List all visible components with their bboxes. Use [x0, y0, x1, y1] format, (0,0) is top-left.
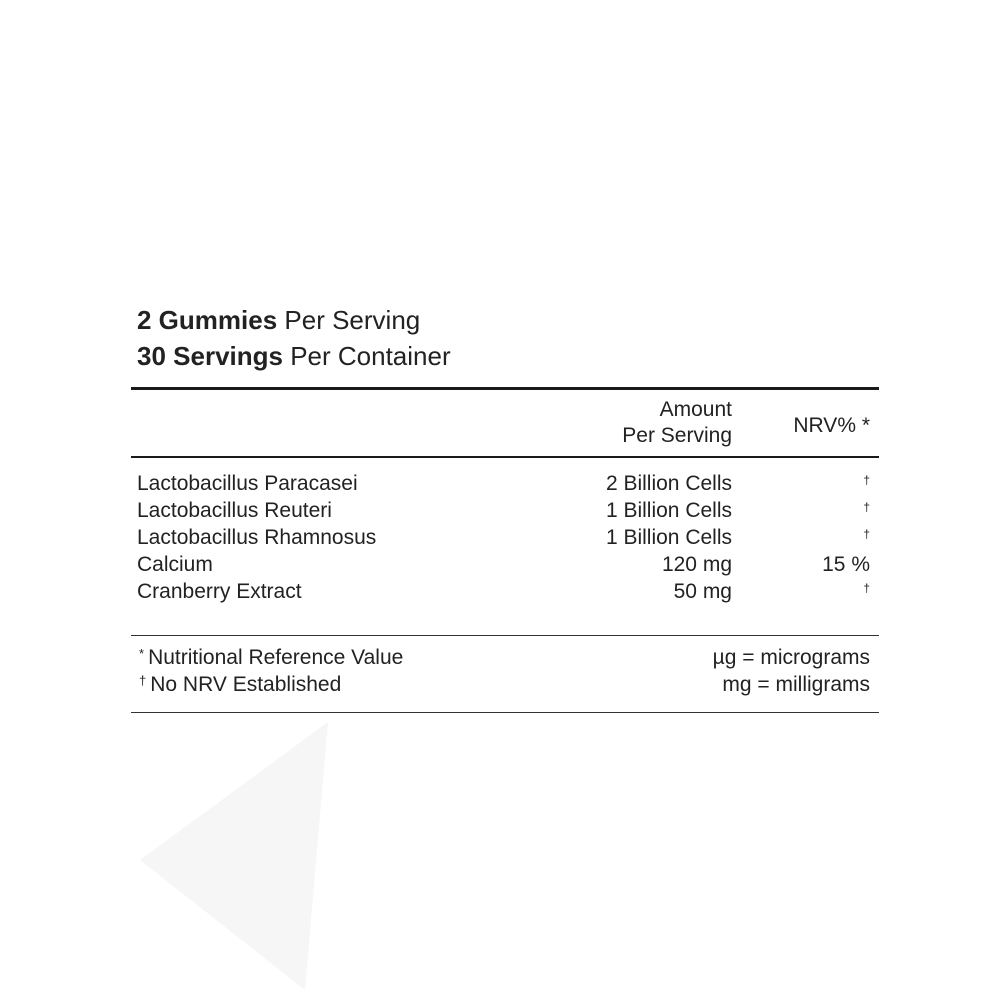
nutrient-amount: 1 Billion Cells: [605, 526, 732, 549]
nutrient-nrv: †: [863, 500, 870, 514]
nutrient-list: [131, 458, 879, 635]
footnote-bottom-rule: [131, 712, 879, 713]
nutrient-name: Lactobacillus Reuteri: [137, 499, 332, 522]
footnote-nrv-text: Nutritional Reference Value: [148, 646, 404, 669]
nutrient-row: [131, 524, 879, 551]
footnote-row: [131, 644, 879, 671]
footnotes: [131, 644, 879, 712]
nrv-column-header: NRV% *: [793, 414, 870, 437]
nutrient-row: [131, 551, 879, 578]
nutrient-amount: 2 Billion Cells: [605, 472, 732, 495]
milligram-definition: mg = milligrams: [722, 673, 870, 696]
table-header: [131, 390, 879, 456]
amount-column-header: [622, 397, 732, 449]
amount-header-line2: Per Serving: [622, 424, 732, 447]
servings-per-container: [137, 338, 879, 374]
microgram-definition: µg = micrograms: [712, 646, 870, 669]
nutrient-name: Lactobacillus Rhamnosus: [137, 526, 377, 549]
dagger-symbol: †: [139, 673, 147, 688]
nutrient-name: Cranberry Extract: [137, 580, 302, 603]
nutrient-name: Lactobacillus Paracasei: [137, 472, 358, 495]
nutrient-nrv: †: [863, 581, 870, 595]
nutrient-row: [131, 578, 879, 605]
amount-header-line1: Amount: [659, 398, 732, 421]
nutrient-nrv: †: [863, 527, 870, 541]
nutrient-amount: 1 Billion Cells: [605, 499, 732, 522]
footnote-top-rule: [131, 635, 879, 636]
footnote-nrv: [139, 644, 403, 671]
nutrient-nrv: †: [863, 473, 870, 487]
footnote-row: [131, 671, 879, 698]
nutrient-name: Calcium: [137, 553, 213, 576]
nutrient-nrv: 15 %: [822, 553, 870, 576]
asterisk-symbol: *: [139, 646, 145, 661]
serving-size-value: 2 Gummies: [137, 305, 278, 335]
nutrient-row: [131, 470, 879, 497]
footnote-no-nrv: [139, 671, 341, 698]
nutrient-row: [131, 497, 879, 524]
serving-size: [137, 302, 879, 338]
footnote-no-nrv-text: No NRV Established: [150, 673, 342, 696]
servings-per-container-label: Per Container: [282, 341, 451, 371]
nutrient-amount: 120 mg: [661, 553, 732, 576]
nutrition-facts-panel: [131, 302, 879, 713]
nutrient-amount: 50 mg: [673, 580, 732, 603]
servings-per-container-value: 30 Servings: [137, 341, 283, 371]
serving-size-label: Per Serving: [277, 305, 421, 335]
